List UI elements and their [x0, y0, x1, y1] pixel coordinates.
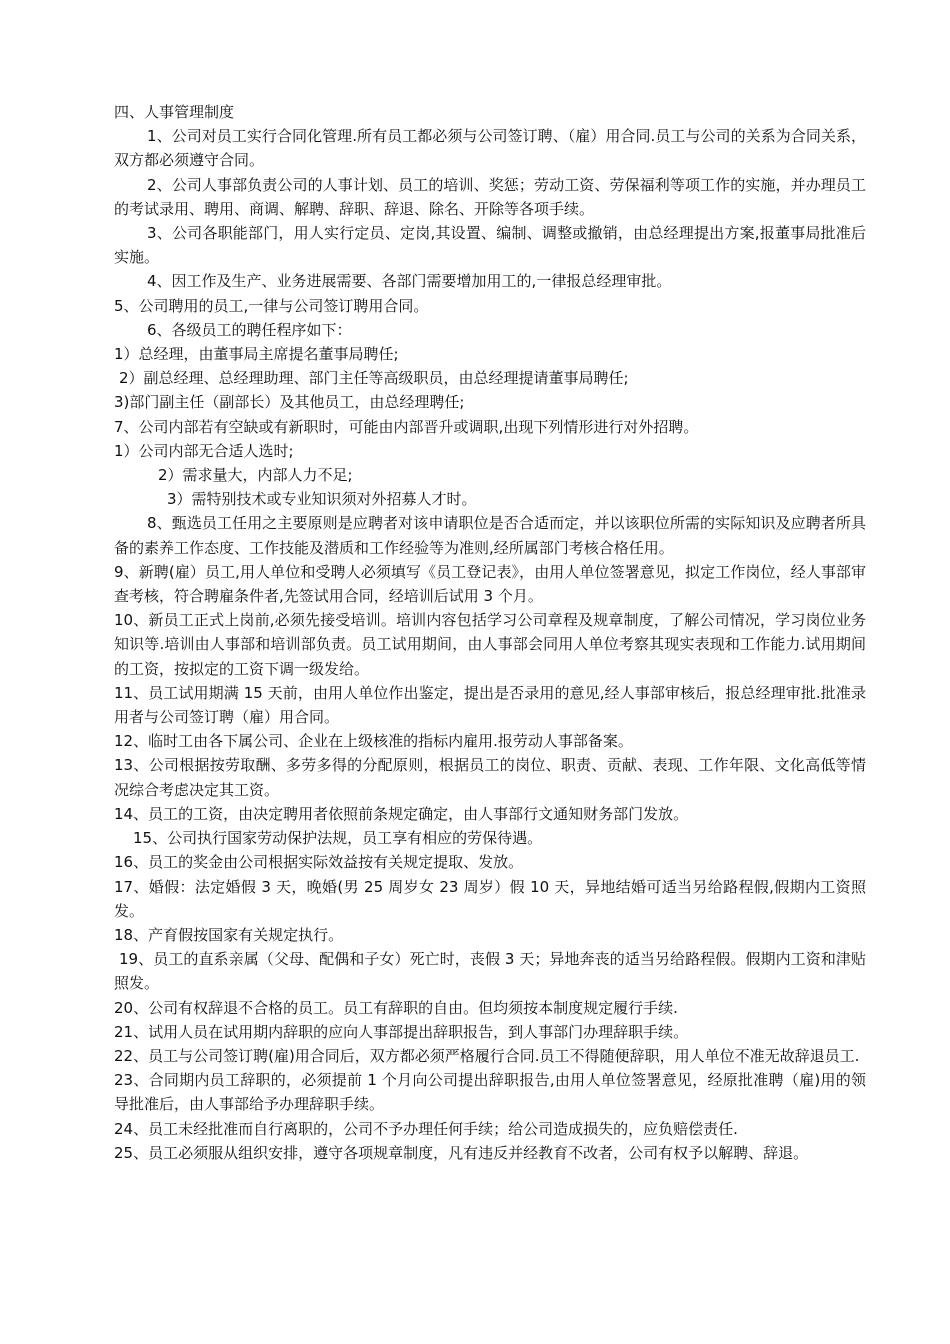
paragraph-24: 24、员工未经批准而自行离职的，公司不予办理任何手续；给公司造成损失的，应负赔偿责任.	[114, 1119, 738, 1138]
document-page	[114, 100, 866, 1165]
section-heading: 四、人事管理制度	[114, 103, 235, 121]
paragraph-14: 14、员工的工资，由决定聘用者依照前条规定确定，由人事部行文通知财务部门发放。	[114, 804, 689, 823]
paragraph-19: 19、员工的直系亲属（父母、配偶和子女）死亡时，丧假 3 天；异地奔丧的适当另给路程假。假期内工资和津贴照发。	[114, 950, 866, 993]
paragraph-25: 25、员工必须服从组织安排，遵守各项规章制度，凡有违反并经教育不改者，公司有权予以解聘、辞退。	[114, 1143, 809, 1162]
paragraph-18: 18、产育假按国家有关规定执行。	[114, 925, 344, 944]
list-item-7-3: 3）需特别技术或专业知识须对外招募人才时。	[167, 490, 477, 509]
list-item-6-1: 1）总经理，由董事局主席提名董事局聘任;	[114, 345, 399, 364]
paragraph-15: 15、公司执行国家劳动保护法规，员工享有相应的劳保待遇。	[133, 829, 543, 848]
paragraph-17: 17、婚假：法定婚假 3 天，晚婚(男 25 周岁女 23 周岁）假 10 天，异地结婚可适当另给路程假,假期内工资照发。	[114, 877, 866, 920]
paragraph-5: 5、公司聘用的员工,一律与公司签订聘用合同。	[114, 296, 429, 315]
paragraph-3: 3、公司各职能部门，用人实行定员、定岗,其设置、编制、调整或撤销，由总经理提出方案,报董事局批准后实施。	[114, 224, 866, 267]
paragraph-20: 20、公司有权辞退不合格的员工。员工有辞职的自由。但均须按本制度规定履行手续.	[114, 998, 678, 1017]
paragraph-9: 9、新聘(雇）员工,用人单位和受聘人必须填写《员工登记表》，由用人单位签署意见，拟定工作岗位，经人事部审查考核，符合聘雇条件者,先签试用合同，经培训后试用 3 个月。	[114, 562, 866, 606]
paragraph-21: 21、试用人员在试用期内辞职的应向人事部提出辞职报告，到人事部门办理辞职手续。	[114, 1022, 689, 1041]
paragraph-1: 1、公司对员工实行合同化管理.所有员工都必须与公司签订聘、（雇）用合同.员工与公司的关系为合同关系，双方都必须遵守合同。	[114, 127, 866, 170]
paragraph-22: 22、员工与公司签订聘(雇)用合同后，双方都必须严格履行合同.员工不得随便辞职，用人单位不准无故辞退员工.	[114, 1046, 860, 1065]
paragraph-6: 6、各级员工的聘任程序如下：	[147, 320, 352, 339]
list-item-6-2: 2）副总经理、总经理助理、部门主任等高级职员，由总经理提请董事局聘任;	[119, 369, 629, 388]
paragraph-8: 8、甄选员工任用之主要原则是应聘者对该申请职位是否合适而定，并以该职位所需的实际知识及应聘者所具备的素养工作态度、工作技能及潜质和工作经验等为准则,经所属部门考核合格任用。	[114, 514, 866, 557]
paragraph-7: 7、公司内部若有空缺或有新职时，可能由内部晋升或调职,出现下列情形进行对外招聘。	[114, 417, 699, 436]
paragraph-11: 11、员工试用期满 15 天前，由用人单位作出鉴定，提出是否录用的意见,经人事部审核后，报总经理审批.批准录用者与公司签订聘（雇）用合同。	[114, 683, 866, 727]
paragraph-23: 23、合同期内员工辞职的，必须提前 1 个月向公司提出辞职报告,由用人单位签署意见，经原批准聘（雇)用的领导批准后，由人事部给予办理辞职手续。	[114, 1071, 866, 1114]
paragraph-13: 13、公司根据按劳取酬、多劳多得的分配原则，根据员工的岗位、职责、贡献、表现、工作年限、文化高低等情况综合考虑决定其工资。	[114, 756, 866, 799]
paragraph-4: 4、因工作及生产、业务进展需要、各部门需要增加用工的,一律报总经理审批。	[147, 272, 672, 291]
paragraph-16: 16、员工的奖金由公司根据实际效益按有关规定提取、发放。	[114, 853, 524, 872]
paragraph-2: 2、公司人事部负责公司的人事计划、员工的培训、奖惩；劳动工资、劳保福利等项工作的实施，并办理员工的考试录用、聘用、商调、解聘、辞职、辞退、除名、开除等各项手续。	[114, 175, 866, 218]
list-item-7-2: 2）需求量大，内部人力不足;	[158, 466, 353, 485]
list-item-7-1: 1）公司内部无合适人选时;	[114, 441, 294, 460]
paragraph-12: 12、临时工由各下属公司、企业在上级核准的指标内雇用.报劳动人事部备案。	[114, 732, 633, 751]
paragraph-10: 10、新员工正式上岗前,必须先接受培训。培训内容包括学习公司章程及规章制度，了解公司情况，学习岗位业务知识等.培训由人事部和培训部负责。员工试用期间，由人事部会同用人单位考察其现实表现和工作能力.试用期间的工资，按拟定的工资下调一级发给。	[114, 611, 866, 678]
list-item-6-3: 3)部门副主任（副部长）及其他员工，由总经理聘任;	[114, 393, 465, 412]
